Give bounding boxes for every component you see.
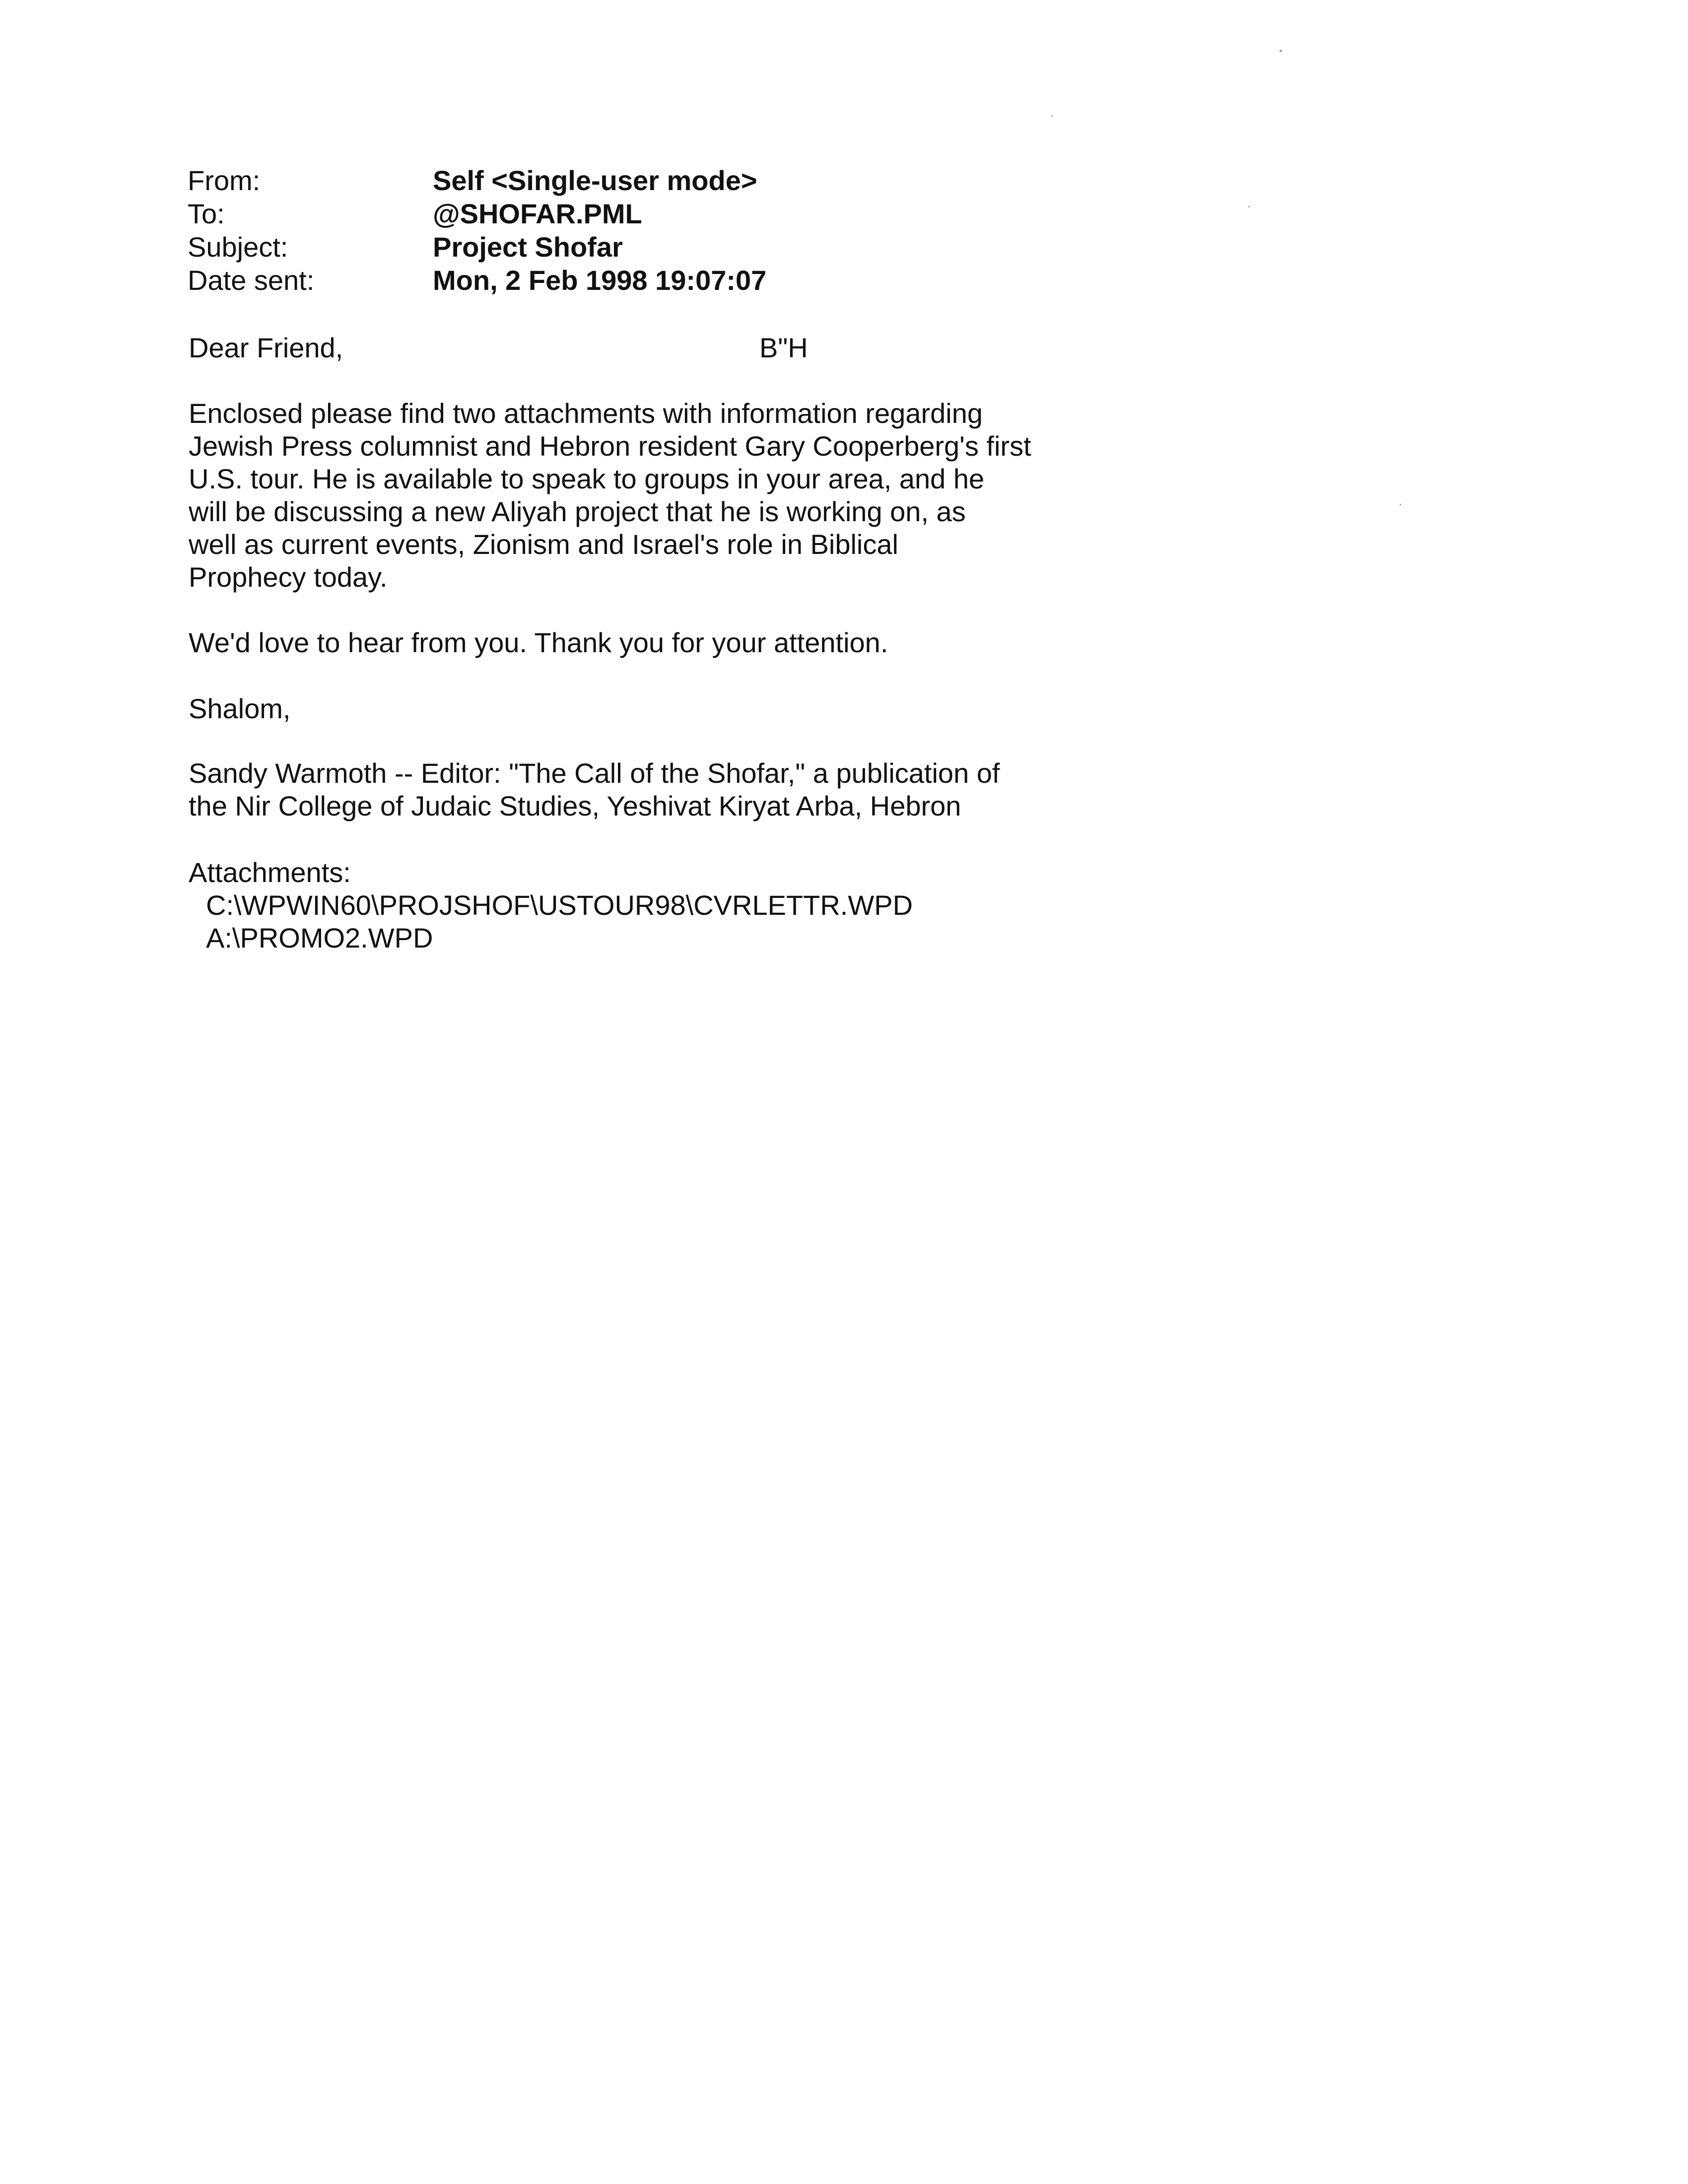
paragraph-line: Prophecy today.: [189, 561, 388, 593]
subject-row: [188, 230, 1081, 264]
salutation: Dear Friend,: [189, 332, 343, 363]
from-label: From:: [188, 165, 261, 196]
signature-line: Sandy Warmoth -- Editor: "The Call of the Shofar," a publication of: [189, 757, 1000, 789]
paragraph-line: U.S. tour. He is available to speak to groups in your area, and he: [189, 463, 985, 494]
date-row: [188, 264, 1081, 297]
email-header: [188, 164, 1081, 297]
date-label: Date sent:: [188, 265, 315, 296]
signature-block: [189, 757, 1107, 822]
greeting-line: [189, 332, 1107, 364]
subject-value: Project Shofar: [433, 231, 623, 263]
body-paragraph: [189, 397, 1107, 594]
bh-mark: B"H: [759, 332, 808, 363]
attachment-file: A:\PROMO2.WPD: [206, 922, 433, 954]
subject-label: Subject:: [188, 231, 288, 263]
sign-off: Shalom,: [189, 693, 291, 724]
from-row: [188, 164, 1081, 197]
from-value: Self <Single-user mode>: [433, 165, 757, 196]
scan-speck: [1051, 115, 1053, 117]
closing-line: We'd love to hear from you. Thank you for your attention.: [189, 627, 888, 658]
to-row: [188, 197, 1081, 230]
scan-speck: [1280, 50, 1282, 52]
to-label: To:: [188, 198, 225, 229]
paragraph-line: Jewish Press columnist and Hebron resident Gary Cooperberg's first: [189, 430, 1031, 462]
date-value: Mon, 2 Feb 1998 19:07:07: [433, 265, 767, 296]
scan-speck: [1248, 206, 1250, 207]
attachments-label: Attachments:: [189, 857, 351, 888]
attachments-block: [189, 856, 1107, 955]
paragraph-line: Enclosed please find two attachments with information regarding: [189, 398, 983, 429]
paragraph-line: well as current events, Zionism and Israel's role in Biblical: [189, 529, 898, 560]
attachment-file: C:\WPWIN60\PROJSHOF\USTOUR98\CVRLETTR.WPD: [206, 889, 913, 921]
scan-speck: [1400, 504, 1401, 505]
to-value: @SHOFAR.PML: [433, 198, 642, 229]
signature-line: the Nir College of Judaic Studies, Yeshivat Kiryat Arba, Hebron: [189, 790, 961, 821]
paragraph-line: will be discussing a new Aliyah project that he is working on, as: [189, 496, 966, 527]
